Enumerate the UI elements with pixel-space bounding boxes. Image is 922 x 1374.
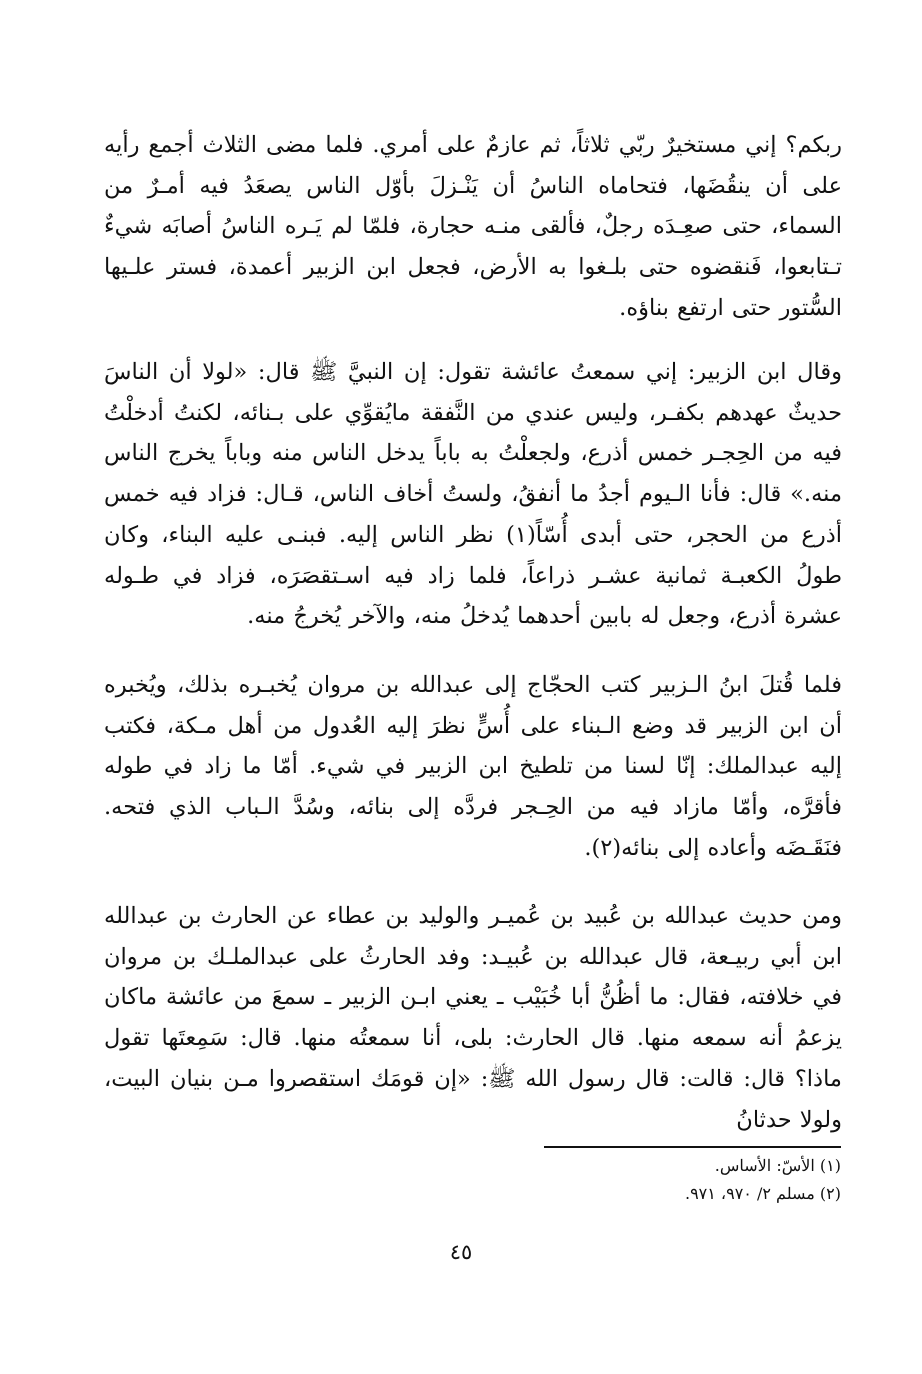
paragraph-text: فلما قُتلَ ابنُ الـزبير كتب الحجّاج إلى عبدالله بن مروان يُخبـره بذلك، ويُخبره أن ابن الزبير قد وضع الـبناء على أُسٍّ نظرَ إليه العُدول من أهل مـكة، فكتب إليه عبدالملك: إنّا لسنا من تلطيخ ابن الزبير في شيء. أمّا ما زاد في طوله فأقرَّه، وأمّا مازاد فيه من الحِـجر فردَّه إلى بنائه، وسُدَّ الـباب الذي فتحه. فنَقَـضَه وأعاده إلى بنائه(٢). bbox=[104, 672, 842, 861]
body-paragraph-4 bbox=[104, 896, 842, 1140]
paragraph-text: ومن حديث عبدالله بن عُبيد بن عُميـر والوليد بن عطاء عن الحارث بن عبدالله ابن أبي ربيـعة، قال عبدالله بن عُبيـد: وفد الحارثُ على عبدالملـك بن مروان في خلافته، فقال: ما أظُنُّ أبا خُبَيْب ـ يعني ابـن الزبير ـ سمعَ من عائشة ماكان يزعمُ أنه سمعه منها. قال الحارث: بلى، أنا سمعتُه منها. قال: سَمِعتَها تقول ماذا؟ قال: قالت: قال رسول الله ﷺ: «إن قومَك استقصروا مـن بنيان البيت، ولولا حدثانُ bbox=[104, 903, 842, 1133]
page-number: ٤٥ bbox=[449, 1240, 473, 1264]
footnotes bbox=[520, 1152, 841, 1208]
body-paragraph-1 bbox=[104, 125, 842, 329]
footnote-2: (٢) مسلم ٢/ ٩٧٠، ٩٧١. bbox=[684, 1184, 841, 1203]
paragraph-text: ربكم؟ إني مستخيرٌ ربّي ثلاثاً، ثم عازمٌ على أمري. فلما مضى الثلاث أجمع رأيه على أن ينقُضَها، فتحاماه الناسُ أن يَنْـزلَ بأوّل الناس يصعَدُ فيه أمـرٌ من السماء، حتى صعِـدَه رجلٌ، فألقى منـه حجارة، فلمّا لم يَـره الناسُ أصابَه شيءٌ تـتابعوا، فَنقضوه حتى بلـغوا به الأرض، فجعل ابن الزبير أعمدة، فستر علـيها السُّتور حتى ارتفع بناؤه. bbox=[104, 132, 842, 321]
body-paragraph-3 bbox=[104, 665, 842, 869]
footnote-1: (١) الأسّ: الأساس. bbox=[714, 1156, 841, 1175]
paragraph-text: وقال ابن الزبير: إني سمعتُ عائشة تقول: إن النبيَّ ﷺ قال: «لولا أن الناسَ حديثٌ عهدهم بكفـر، وليس عندي من النَّفقة مايُقوِّي على بـنائه، لكنتُ أدخلْتُ فيه من الحِجـر خمس أذرع، ولجعلْتُ به باباً يدخل الناس منه وباباً يخرج الناس منه.» قال: فأنا الـيوم أجدُ ما أنفقُ، ولستُ أخاف الناس، قـال: فزاد فيه خمس أذرع من الحجر، حتى أبدى أُسّاً(١) نظر الناس إليه. فبنـى عليه البناء، وكان طولُ الكعبـة ثمانية عشـر ذراعاً، فلما زاد فيه اسـتقصَرَه، فزاد في طـوله عشرة أذرع، وجعل له بابين أحدهما يُدخلُ منه، والآخر يُخرجُ منه. bbox=[104, 359, 842, 630]
footnote-divider bbox=[544, 1146, 841, 1148]
body-paragraph-2 bbox=[104, 352, 842, 637]
